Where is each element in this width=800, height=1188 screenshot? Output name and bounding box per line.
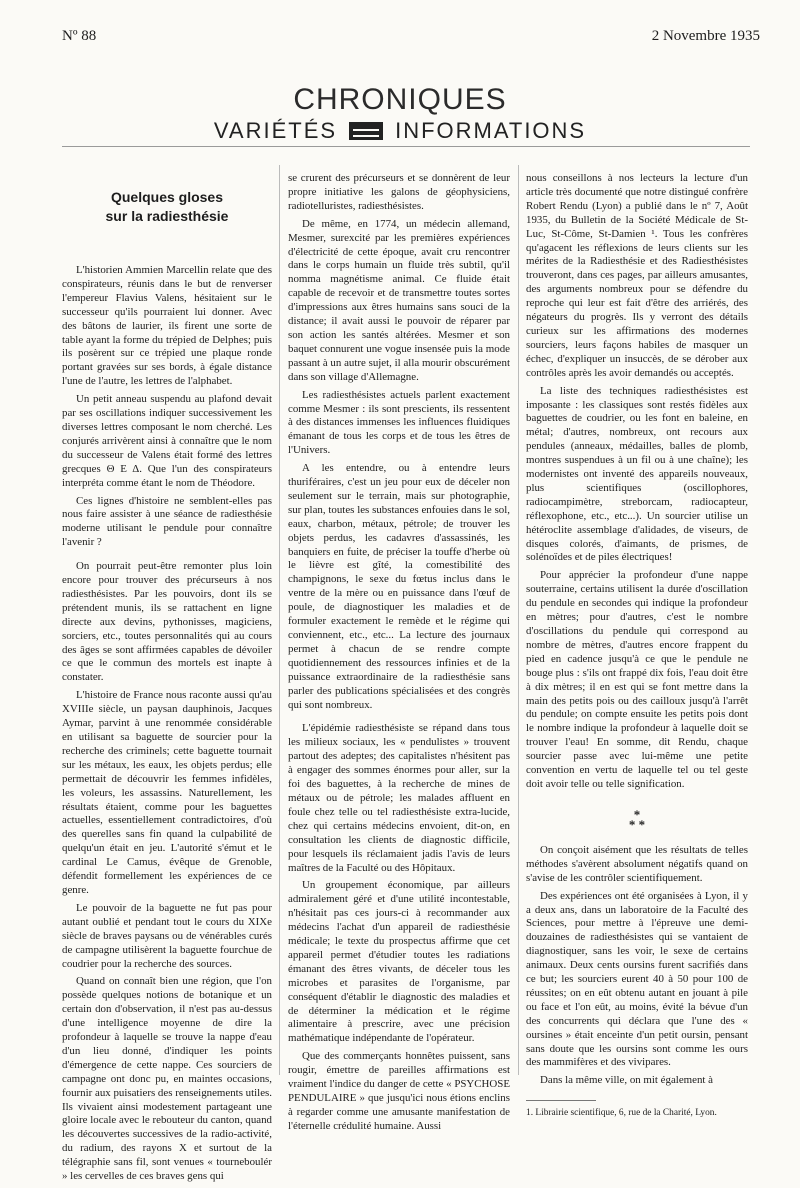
paragraph: Dans la même ville, on mit également à (540, 1074, 713, 1087)
paragraph: L'épidémie radiesthésiste se répand dans tous les milieux sociaux, les « pendulistes » trouvent partout des adeptes; des capitalistes n'hésitent pas à engager des sommes énormes pour aller, sur la foi des baguettes, à la recherche de mines de métaux ou de pétrole; les malades affluent en foule chez telle ou tel radiesthésiste extra-lucide, chez qui certains médecins envoient, dit-on, en consultation les clients de diagnostic difficile, pour lesquels ils réclamaient jadis l'avis de leurs maîtres de la Faculté ou des Hôpitaux. (288, 722, 510, 874)
paragraph: L'histoire de France nous raconte aussi qu'au XVIIIe siècle, un paysan dauphinois, Jacques Aymar, parvint à une renommée considérable en utilisant sa baguette de sourcier pour la recherche des criminels; cette baguette tournait sur les métaux, les eaux, les objets perdus; elle permettait de découvrir les femmes infidèles, les voleurs, les assassins. Naturellement, les résultats étaient, comme pour les baguettes actuelles, essentiellement contradictoires, d'où des querelles sans fin quand la culpabilité de quelqu'un était en jeu. L'autorité s'émut et le cardinal Le Camus, évêque de Grenoble, défendit formellement les expériences de ce genre. (62, 689, 272, 896)
paragraph: La liste des techniques radiesthésistes est imposante : les classiques sont restés fidèles aux baguettes de coudrier, ou les font en baleine, en métal; d'autres, nombreux, ont recours aux pendules (anneaux, médailles, balles de plomb, montres suspendues à un fil ou à une chaîne); les modernistes ont inventé des appareils nouveaux, plus scientifiques (oscillophores, radiocampimètre, streborcam, radiocapteur, réflexophone, etc., etc...). Un sourcier utilise un hétéroclite assemblage d'alidades, de viseurs, de disques colorés, d'aimants, de prismes, de solénoïdes et de piles électriques! (526, 384, 748, 564)
paragraph: A les entendre, ou à entendre leurs thuriféraires, c'est un jeu pour eux de déceler non seulement sur le terrain, mais sur photographie, sur plan, toutes les substances enfouies dans le sol, eaux, charbon, métaux, pétrole; de trouver les objets perdus, les cadavres d'assassinés, les banquiers en fuite, de préciser la touffe d'herbe où le lièvre est gîté, la comestibilité des champignons, le sexe du fœtus inclus dans le ventre de la mère ou en puissance dans l'œuf de poule, de diagnostiquer les maladies et de formuler exactement le remède et le régime qui conviennent, etc., etc... La lecture des journaux permet à chacun de se rendre compte quotidiennement des ressources infinies et de la puissance extraordinaire de la radiesthésie sans parler des publications spécialisées et des congrès qui sont nombreux. (288, 462, 510, 711)
footnote: 1. Librairie scientifique, 6, rue de la Charité, Lyon. (526, 1108, 717, 1119)
article-title-line: sur la radiesthésie (105, 208, 229, 224)
column-2 (288, 172, 510, 1138)
paragraph: se crurent des précurseurs et se donnèrent de leur propre initiative les galons de géophysiciens, radiotelluristes, radiesthésistes. (288, 172, 510, 212)
paragraph: On conçoit aisément que les résultats de telles méthodes s'avèrent absolument négatifs quand on s'avise de les contrôler scientifiquement. (526, 843, 748, 884)
paragraph: On pourrait peut-être remonter plus loin encore pour trouver des précurseurs à nos radiesthésistes. Par les pouvoirs, dont ils se prétendent munis, ils se rattachent en ligne directe aux devins, pythonisses, magiciens, sorciers, etc., toutes personnalités qui au cours des âges se sont affirmées capables de dévoiler ce que le commun des mortels est inapte à constater. (62, 560, 272, 684)
paragraph: Ces lignes d'histoire ne semblent-elles pas nous faire assister à une séance de radiesthésie moderne utilisant le pendule pour connaître l'avenir ? (62, 494, 272, 549)
masthead-subtitle (0, 118, 800, 144)
footnote-divider (526, 1100, 596, 1101)
column-divider (279, 165, 280, 1075)
issue-number: Nº 88 (62, 28, 97, 44)
paragraph: Des expériences ont été organisées à Lyon, il y a deux ans, dans un laboratoire de la Faculté des Sciences, pour mettre à l'épreuve une demi-douzaines de radiesthésistes qui se vantaient de diagnostiquer, sans les voir, le sexe de certains animaux. Deux cents oursins furent sacrifiés dans ce but; les sourciers eurent 40 à 50 pour 100 de réussites; on en eût obtenu autant en jouant à pile ou face et l'on eût, au moins, évité la bévue d'un des concurrents qui déclara que l'une des « oursines » était enceinte d'un petit oursin, pensant sans doute que les oursins sont comme les ours des mammifères et des vivipares. (526, 889, 748, 1069)
paragraph: Quand on connaît bien une région, que l'on possède quelques notions de botanique et un certain don d'observation, il n'est pas au-dessus d'une intelligence moyenne de dire la profondeur à laquelle se trouve la nappe d'eau d'un lieu donné, d'indiquer les points d'émergence de cette nappe. Ces sourciers de campagne ont donc pu, en maintes occasions, fournir aux puisatiers des renseignements utiles. Ils vivaient ainsi modestement partageant une gloire locale avec le rebouteur du canton, quand les découvertes successives de la radio-activité, du radium, des rayons X et surtout de la télégraphie sans fil, sont venues « tourneboulér » les cervelles de ces braves gens qui (62, 975, 272, 1183)
column-divider (518, 165, 519, 1075)
masthead-varietes: VARIÉTÉS (213, 118, 338, 143)
paragraph: Les radiesthésistes actuels parlent exactement comme Mesmer : ils sont prescients, ils ressentent à des distances immenses les influences fluidiques émanant de tous les corps et de tous les êtres de l'Univers. (288, 388, 510, 457)
masthead-divider (62, 146, 750, 147)
article-title (62, 188, 272, 226)
section-separator: * * * (628, 806, 646, 832)
masthead-informations: INFORMATIONS (395, 118, 587, 143)
column-1 (62, 180, 272, 1188)
paragraph: Un petit anneau suspendu au plafond devait par ses oscillations indiquer successivement les diverses lettres composant le nom cherché. Les conjurés arrivèrent ainsi à connaître que le nom du successeur de Valens était formé des lettres grecques Θ Ε Δ. Que l'un des conspirateurs interpréta comme étant le nom de Théodore. (62, 393, 272, 489)
issue-date: 2 Novembre 1935 (651, 28, 760, 44)
masthead-title: CHRONIQUES (293, 83, 507, 116)
paragraph: Que des commerçants honnêtes puissent, sans rougir, émettre de pareilles affirmations est vraiment l'indice du danger de cette « PSYCHOSE PENDULAIRE » que jusqu'ici nous étions enclins à regarder comme une amusante manifestation de l'éternelle crédulité humaine. Aussi (288, 1050, 510, 1132)
column-3 (526, 172, 748, 1123)
article-title-line: Quelques gloses (110, 189, 224, 205)
paragraph: De même, en 1774, un médecin allemand, Mesmer, surexcité par les premières expériences d'électricité de cette époque, avait cru rencontrer dans le corps humain un fluide très subtil, qu'il nomma magnétisme animal. Ce fluide était capable de recevoir et de transmettre toutes sortes d'impressions aux êtres humains sans souci de la distance; il avait aussi le pouvoir de réparer par son action les santés altérées. Mesmer et son baquet connurent une vogue insensée puis la mode passant à un autre sujet, il alla mourir obscurément dans son village d'Allemagne. (288, 217, 510, 383)
paragraph: Un groupement économique, par ailleurs admiralement géré et d'une utilité incontestable, n'hésitait pas ces jours-ci à recommander aux médecins l'achat d'un appareil de radiesthésie médicale; le texte du prospectus affirme que cet appareil permet d'étudier toutes les radiations émanant des êtres vivants, de déceler tous les microbes et parasites de l'organisme, par conséquent d'établir le diagnostic des maladies et de déterminer la médication et le régime alimentaire à prescrire, avec une précision mathématique indépendante de l'opérateur. (288, 879, 510, 1045)
paragraph: nous conseillons à nos lecteurs la lecture d'un article très documenté que notre distingué confrère Robert Rendu (Lyon) a publié dans le nº 7, Août 1935, du Bulletin de la Société Médicale de St-Luc, St-Côme, St-Damien ¹. Tous les confrères qu'agacent les réflexions de leurs clients sur les mérites de la Radiesthésie et des Radiesthésistes trouveront, dans ces pages, par ailleurs amusantes, des arguments nombreux pour se défendre du reproche qui leur est fait d'être des arriérés, des négateurs du progrès. Ils y verront des détails curieux sur les affirmations des modernes sourciers, leurs façons habiles de masquer un échec, d'expliquer un insuccès, de se dérober aux contrôles après les avoir demandés ou acceptés. (526, 172, 748, 379)
paragraph: Pour apprécier la profondeur d'une nappe souterraine, certains utilisent la durée d'oscillation du pendule en secondes qui indique la profondeur en mètres; pour d'autres, c'est le nombre d'oscillations du pendule qui correspond au nombre de mètres, d'autres encore frappent du pied en cadence jusqu'à ce que le pendule ne bouge plus : s'ils ont frappé dix fois, l'eau doit être à dix mètres; il en est qui se font mettre dans la main des petits pois ou des cailloux jusqu'à l'arrêt du pendule; on compte ensuite les petits pois dont le nombre indique la profondeur à laquelle doit se trouver l'eau! En somme, dit Rendu, chaque sourcier passe avec lui-même une petite convention en vertu de laquelle tel ou tel geste doit avoir telle ou telle signification. (526, 569, 748, 790)
masthead (0, 84, 800, 144)
paragraph: Le pouvoir de la baguette ne fut pas pour autant oublié et pendant tout le cours du XIXe siècle de braves paysans ou de vénérables curés de campagne utilisèrent la baguette fourchue de coudrier pour la recherche des sources. (62, 901, 272, 970)
paragraph: L'historien Ammien Marcellin relate que des conspirateurs, réunis dans le but de renverser l'empereur Flavius Valens, hésitaient sur le successeur qu'ils pourraient lui donner. Avec des bâtons de laurier, ils firent une sorte de table ayant la forme du trépied de Delphes; puis ils posèrent sur ce trépied une plaque ronde portant gravées sur ses bords, à égale distance l'une de l'autre, les lettres de l'alphabet. (62, 264, 272, 388)
page-header (62, 28, 760, 45)
ornament-icon (349, 122, 383, 140)
